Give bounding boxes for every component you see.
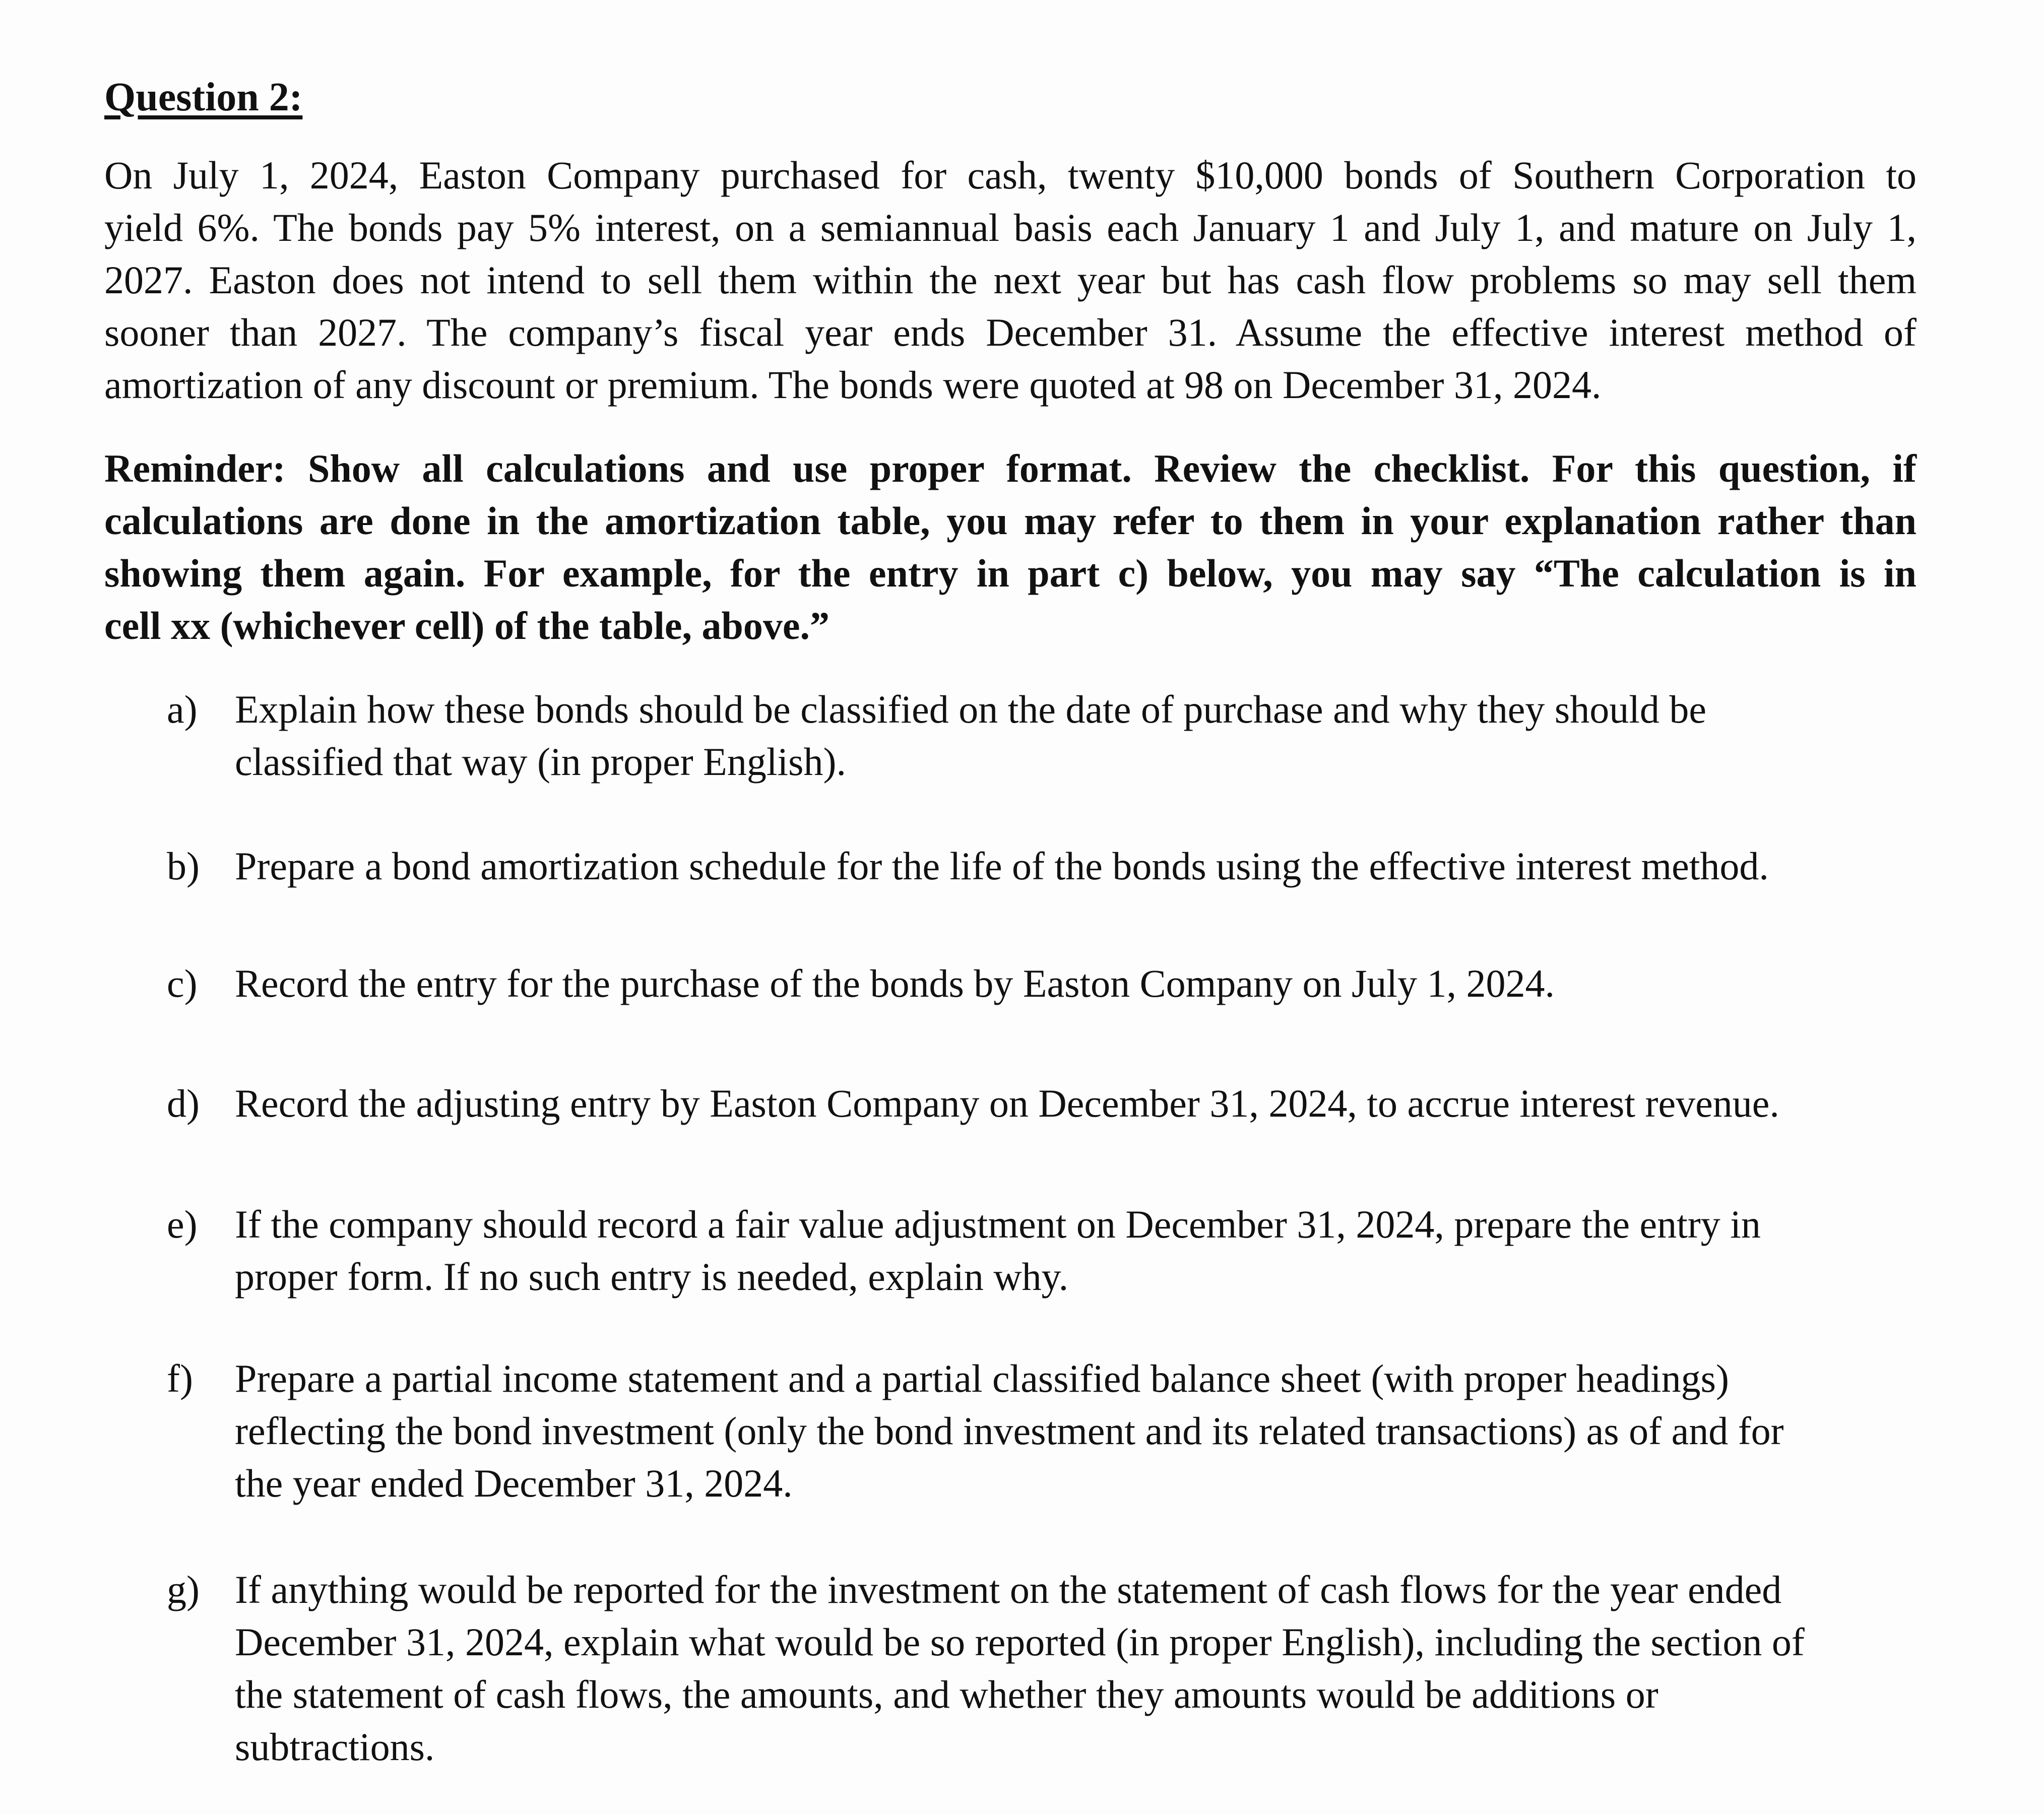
item-label: f) — [167, 1356, 193, 1400]
reminder — [104, 442, 1917, 652]
item-label: e) — [167, 1202, 198, 1246]
item-line: If anything would be reported for the investment on the statement of cash flows for the year ended — [235, 1568, 1782, 1611]
item-line: subtractions. — [235, 1725, 435, 1769]
item-label: d) — [167, 1081, 200, 1125]
item-line: Record the entry for the purchase of the bonds by Easton Company on July 1, 2024. — [235, 961, 1555, 1005]
question-intro — [104, 149, 1917, 411]
item-line: classified that way (in proper English). — [235, 740, 846, 784]
intro-line: yield 6%. The bonds pay 5% interest, on a semiannual basis each January 1 and July 1, and mature on July 1, — [104, 206, 1917, 249]
intro-line: On July 1, 2024, Easton Company purchased for cash, twenty $10,000 bonds of Southern Corporation to — [104, 153, 1917, 197]
reminder-line: calculations are done in the amortization table, you may refer to them in your explanation rather than — [104, 499, 1917, 543]
item-line: Prepare a partial income statement and a partial classified balance sheet (with proper headings) — [235, 1356, 1729, 1400]
item-line: If the company should record a fair value adjustment on December 31, 2024, prepare the entry in — [235, 1202, 1761, 1246]
reminder-line: cell xx (whichever cell) of the table, above.” — [104, 604, 830, 647]
item-line: proper form. If no such entry is needed, explain why. — [235, 1255, 1069, 1299]
item-line: reflecting the bond investment (only the bond investment and its related transactions) as of and for — [235, 1409, 1784, 1453]
item-line: December 31, 2024, explain what would be so reported (in proper English), including the section of — [235, 1620, 1805, 1664]
reminder-line: Reminder: Show all calculations and use proper format. Review the checklist. For this question, if — [104, 446, 1917, 490]
item-line: Explain how these bonds should be classified on the date of purchase and why they should be — [235, 687, 1707, 731]
intro-line: 2027. Easton does not intend to sell them within the next year but has cash flow problems so may sell them — [104, 258, 1917, 302]
item-line: the year ended December 31, 2024. — [235, 1461, 793, 1505]
item-label: g) — [167, 1568, 200, 1611]
item-label: a) — [167, 687, 198, 731]
reminder-line: showing them again. For example, for the entry in part c) below, you may say “The calculation is in — [104, 551, 1917, 595]
intro-line: sooner than 2027. The company’s fiscal year ends December 31. Assume the effective interest method of — [104, 310, 1917, 354]
question-title: Question 2: — [104, 75, 303, 119]
item-label: b) — [167, 844, 200, 888]
item-line: Prepare a bond amortization schedule for the life of the bonds using the effective interest method. — [235, 844, 1769, 888]
item-label: c) — [167, 961, 198, 1005]
item-line: the statement of cash flows, the amounts, and whether they amounts would be additions or — [235, 1672, 1658, 1716]
intro-line: amortization of any discount or premium. The bonds were quoted at 98 on December 31, 2024. — [104, 363, 1602, 407]
item-line: Record the adjusting entry by Easton Company on December 31, 2024, to accrue interest revenue. — [235, 1081, 1779, 1125]
